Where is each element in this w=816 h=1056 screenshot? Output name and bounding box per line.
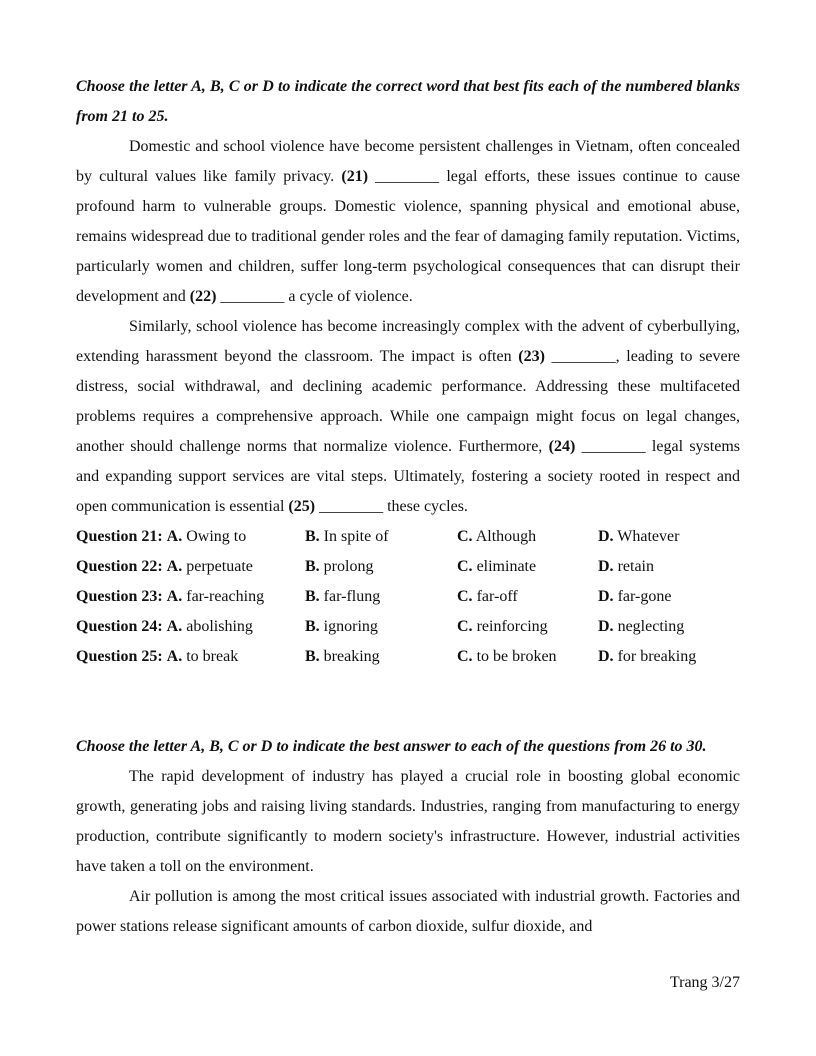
document-page [76, 72, 740, 942]
text-span: ________ a cycle of violence. [216, 288, 413, 305]
option-letter: D. [598, 588, 614, 605]
question-row-21 [76, 522, 740, 552]
option-c[interactable] [457, 642, 598, 672]
question-row-24 [76, 612, 740, 642]
option-text: reinforcing [476, 618, 548, 635]
section1-instruction: Choose the letter A, B, C or D to indicate the correct word that best fits each of the numbered blanks from 21 to 25. [76, 78, 740, 125]
option-a[interactable] [76, 522, 305, 552]
option-letter: B. [305, 588, 320, 605]
option-text: far-off [476, 588, 518, 605]
option-c[interactable] [457, 522, 598, 552]
option-letter: A. [166, 528, 183, 545]
option-letter: C. [457, 558, 473, 575]
option-d[interactable] [598, 642, 740, 672]
option-text: far-gone [617, 588, 672, 605]
text-span: ________ these cycles. [315, 498, 468, 515]
question-label: Question 23: [76, 588, 163, 605]
question-label: Question 25: [76, 648, 163, 665]
option-a[interactable] [76, 582, 305, 612]
option-letter: B. [305, 558, 320, 575]
option-b[interactable] [305, 642, 457, 672]
text-span: Similarly, school violence has become increasingly complex with the advent of cyberbullying, extending harassment beyond the classroom. The impact is often [76, 318, 740, 365]
option-b[interactable] [305, 522, 457, 552]
question-row-22 [76, 552, 740, 582]
text-span: Domestic and school violence have become persistent challenges in Vietnam, often concealed by cultural values like family privacy. [76, 138, 740, 185]
option-text: breaking [323, 648, 380, 665]
option-text: Owing to [186, 528, 247, 545]
question-label: Question 22: [76, 558, 163, 575]
blank-22-number: (22) [189, 288, 217, 305]
option-text: ignoring [323, 618, 378, 635]
option-a[interactable] [76, 612, 305, 642]
option-text: far-reaching [186, 588, 265, 605]
option-letter: B. [305, 528, 320, 545]
option-letter: A. [166, 588, 183, 605]
option-text: for breaking [617, 648, 697, 665]
option-letter: B. [305, 648, 320, 665]
option-letter: D. [598, 528, 614, 545]
section1-paragraph-1 [76, 132, 740, 312]
option-letter: C. [457, 528, 473, 545]
option-text: In spite of [323, 528, 389, 545]
page-number: Trang 3/27 [669, 974, 740, 991]
option-text: Although [475, 528, 537, 545]
option-a[interactable] [76, 642, 305, 672]
blank-23-number: (23) [518, 348, 545, 365]
option-letter: C. [457, 618, 473, 635]
option-c[interactable] [457, 612, 598, 642]
option-letter: C. [457, 588, 473, 605]
option-b[interactable] [305, 552, 457, 582]
option-letter: D. [598, 648, 614, 665]
section2-paragraph-1: The rapid development of industry has played a crucial role in boosting global economic growth, generating jobs and raising living standards. Industries, ranging from manufacturing to energy production, contribute significantly to modern society's infrastructure. However, industrial activities have taken a toll on the environment. [76, 768, 740, 875]
option-letter: A. [166, 648, 183, 665]
option-text: perpetuate [186, 558, 253, 575]
blank-24-number: (24) [548, 438, 576, 455]
option-text: abolishing [186, 618, 253, 635]
option-letter: D. [598, 618, 614, 635]
option-b[interactable] [305, 612, 457, 642]
blank-21-number: (21) [341, 168, 369, 185]
option-letter: B. [305, 618, 320, 635]
option-d[interactable] [598, 552, 740, 582]
option-c[interactable] [457, 582, 598, 612]
question-row-25 [76, 642, 740, 672]
option-c[interactable] [457, 552, 598, 582]
question-row-23 [76, 582, 740, 612]
blank-25-number: (25) [288, 498, 316, 515]
section-spacer [76, 672, 740, 732]
option-letter: D. [598, 558, 614, 575]
option-d[interactable] [598, 612, 740, 642]
option-b[interactable] [305, 582, 457, 612]
text-span: ________ legal systems and expanding support services are vital steps. Ultimately, fostering a society rooted in respect and open communication is essential [76, 438, 741, 515]
section2-paragraph-2: Air pollution is among the most critical issues associated with industrial growth. Factories and power stations release significant amounts of carbon dioxide, sulfur dioxide, and [76, 888, 740, 935]
text-span: ________, leading to severe distress, social withdrawal, and declining academic performance. Addressing these multifaceted problems requires a comprehensive approach. While one campaign might focus on legal changes, another should challenge norms that normalize violence. Furthermore, [76, 348, 741, 455]
option-text: far-flung [323, 588, 381, 605]
question-label: Question 24: [76, 618, 163, 635]
option-letter: A. [166, 558, 183, 575]
option-text: to be broken [476, 648, 557, 665]
option-letter: C. [457, 648, 473, 665]
option-text: to break [186, 648, 239, 665]
question-list [76, 522, 740, 672]
option-text: retain [617, 558, 654, 575]
option-text: Whatever [617, 528, 680, 545]
option-text: prolong [323, 558, 374, 575]
option-a[interactable] [76, 552, 305, 582]
section1-paragraph-2 [76, 312, 740, 522]
question-label: Question 21: [76, 528, 163, 545]
option-text: neglecting [617, 618, 685, 635]
option-d[interactable] [598, 582, 740, 612]
option-text: eliminate [476, 558, 537, 575]
text-span: ________ legal efforts, these issues continue to cause profound harm to vulnerable groups. Domestic violence, spanning physical and emotional abuse, remains widespread due to traditional gender roles and the fear of damaging family reputation. Victims, particularly women and children, suffer long-term psychological consequences that can disrupt their development and [76, 168, 741, 305]
option-d[interactable] [598, 522, 740, 552]
section2-instruction: Choose the letter A, B, C or D to indicate the best answer to each of the questions from 26 to 30. [76, 738, 707, 755]
option-letter: A. [166, 618, 183, 635]
